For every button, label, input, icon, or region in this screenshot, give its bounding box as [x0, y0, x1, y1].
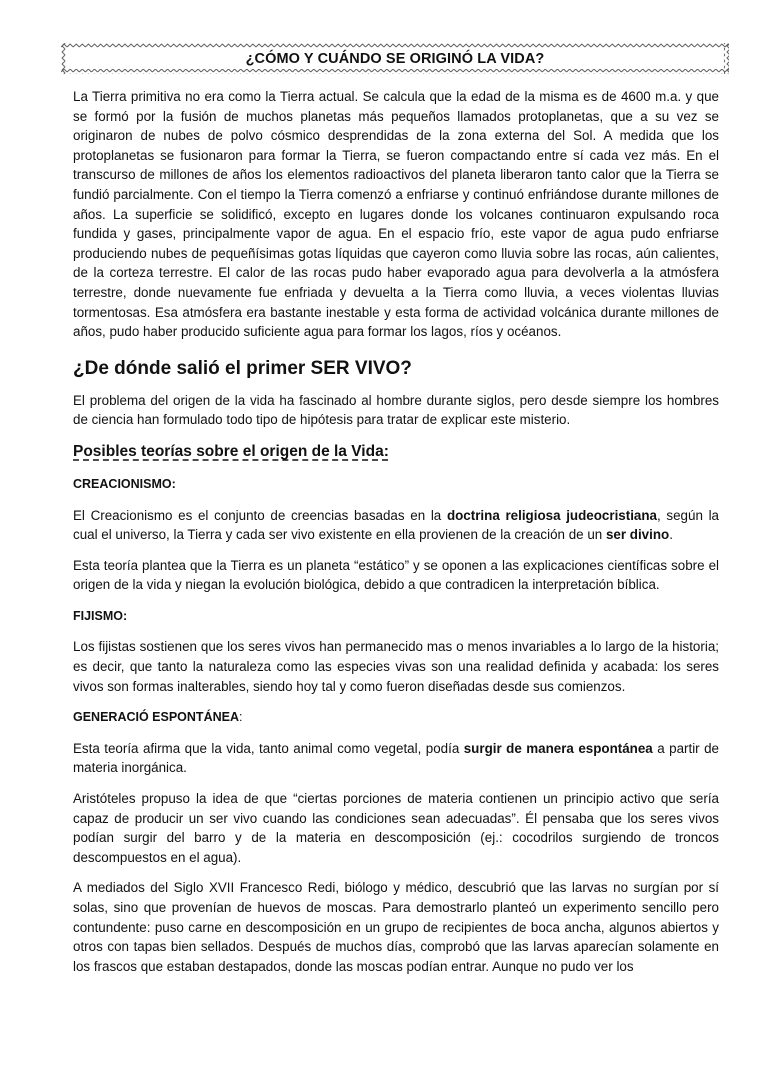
paragraph-fijismo-1: Los fijistas sostienen que los seres vivos han permanecido mas o menos invariables a lo largo de la historia; es decir, que tanto la naturaleza como las especies vivas son una realidad definida y acabada: los seres vivos son formas inalterables, siendo hoy tal y como fueron diseñadas desde sus comienzos. [73, 639, 719, 694]
section-heading-first-living-being: ¿De dónde salió el primer SER VIVO? [73, 357, 412, 379]
document-page [0, 43, 768, 1067]
page-title: ¿CÓMO Y CUÁNDO SE ORIGINÓ LA VIDA? [245, 50, 545, 67]
section-paragraph-origin-problem: El problema del origen de la vida ha fascinado al hombre durante siglos, pero desde siempre los hombres de ciencia han formulado todo tipo de hipótesis para tratar de explicar este misterio. [73, 392, 719, 428]
label-generacion-espontanea: GENERACIÓ ESPONTÁNEA: [73, 710, 243, 725]
label-creacionismo: CREACIONISMO: [73, 476, 176, 491]
section-heading-theories: Posibles teorías sobre el origen de la Vida: [73, 442, 389, 460]
title-banner [61, 43, 729, 74]
paragraph-generacion-1: Esta teoría afirma que la vida, tanto animal como vegetal, podía surgir de manera espontánea a partir de materia inorgánica. [73, 740, 719, 776]
intro-paragraph: La Tierra primitiva no era como la Tierra actual. Se calcula que la edad de la misma es de 4600 m.a. y que se formó por la fusión de muchos planetas más pequeños llamados protoplanetas, que a su vez se originaron de nubes de polvo cósmico desprendidas de la zona externa del Sol. A medida que los protoplanetas se fusionaron para formar la Tierra, se fueron compactando entre sí cada vez más. En el transcurso de millones de años los elementos radioactivos del planeta liberaron tanto calor que la Tierra se fundió parcialmente. Con el tiempo la Tierra comenzó a enfriarse y continuó enfriándose durante millones de años. La superficie se solidificó, excepto en lugares donde los volcanes continuaron expulsando roca fundida y gases, principalmente vapor de agua. En el espacio frío, este vapor de agua pudo enfriarse produciendo nubes de pequeñísimas gotas líquidas que cayeron como lluvia sobre las rocas, aún calientes, de la corteza terrestre. El calor de las rocas pudo haber evaporado agua para devolverla a la atmósfera terrestre, donde nuevamente fue enfriada y devuelta a la Tierra como lluvia, a veces violentas lluvias tormentosas. Esa atmósfera era bastante inestable y esta forma de actividad volcánica durante millones de años, pudo haber producido suficiente agua para formar los lagos, ríos y océanos. [73, 89, 719, 340]
paragraph-creacionismo-1: El Creacionismo es el conjunto de creencias basadas en la doctrina religiosa judeocristiana, según la cual el universo, la Tierra y cada ser vivo existente en ella provienen de la creación de un ser divino. [73, 507, 720, 543]
paragraph-generacion-2: Aristóteles propuso la idea de que “ciertas porciones de materia contienen un principio activo que sería capaz de producir un ser vivo cuando las condiciones sean adecuadas”. Él pensaba que los seres vivos podían surgir del barro y de la materia en descomposición (ej.: cocodrilos surgiendo de troncos descompuestos en el agua). [73, 791, 719, 865]
paragraph-generacion-3: A mediados del Siglo XVII Francesco Redi, biólogo y médico, descubrió que las larvas no surgían por sí solas, sino que provenían de huevos de moscas. Para demostrarlo planteó un experimento sencillo pero contundente: puso carne en descomposición en un grupo de recipientes de boca ancha, algunos abiertos y otros con tapas bien sellados. Después de muchos días, comprobó que las larvas aparecían solamente en los frascos que estaban destapados, donde las moscas podían entrar. Aunque no pudo ver los [73, 880, 719, 974]
paragraph-creacionismo-2: Esta teoría plantea que la Tierra es un planeta “estático” y se oponen a las explicaciones científicas sobre el origen de la vida y niegan la evolución biológica, debido a que contradicen la interpretación bíblica. [73, 557, 719, 593]
label-fijismo: FIJISMO: [73, 608, 128, 623]
